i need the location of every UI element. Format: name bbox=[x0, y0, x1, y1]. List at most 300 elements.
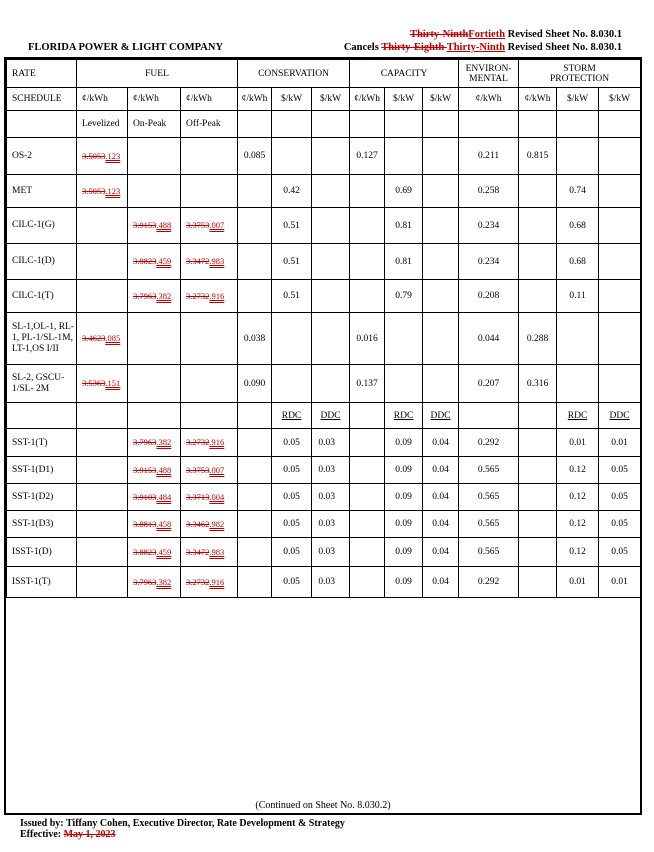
rate-sheet-frame bbox=[4, 57, 642, 815]
conservation-skw-2 bbox=[312, 365, 350, 403]
rate-row bbox=[7, 138, 641, 175]
fuel-off-peak bbox=[181, 138, 238, 175]
schedule-name: SL-1,OL-1, RL-1, PL-1/SL-1M, LT-1,OS I/II bbox=[7, 313, 77, 365]
conservation-ckwh bbox=[238, 244, 272, 280]
deleted-rate: 3.5053 bbox=[82, 185, 106, 196]
schedule-name: MET bbox=[7, 175, 77, 208]
capacity-skw-2 bbox=[423, 365, 459, 403]
environmental-ckwh: 0.044 bbox=[459, 313, 519, 365]
capacity-rdc: 0.09 bbox=[385, 484, 423, 511]
storm-rdc: 0.01 bbox=[557, 429, 599, 457]
storm-ckwh bbox=[519, 511, 557, 538]
capacity-skw bbox=[385, 138, 423, 175]
rate-row bbox=[7, 457, 641, 484]
inserted-rate: .459 bbox=[156, 546, 172, 557]
schedule-header: SCHEDULE bbox=[7, 88, 77, 111]
effective-deleted-date: May 1, 2023 bbox=[63, 829, 116, 840]
fuel-on-peak bbox=[128, 429, 181, 457]
storm-ddc: 0.05 bbox=[599, 511, 641, 538]
deleted-rate: 3.5363 bbox=[82, 378, 106, 388]
capacity-ckwh bbox=[350, 538, 385, 567]
storm-ckwh bbox=[519, 244, 557, 280]
footer bbox=[20, 818, 345, 840]
schedule-name: SST-1(D2) bbox=[7, 484, 77, 511]
fuel-rate-value bbox=[133, 465, 171, 475]
fuel-rate-value bbox=[133, 256, 171, 266]
capacity-skw-2 bbox=[423, 313, 459, 365]
inserted-rate: .382 bbox=[156, 576, 172, 587]
on-peak-header: On-Peak bbox=[128, 111, 181, 138]
fuel-off-peak bbox=[181, 175, 238, 208]
unit-cell: $/kW bbox=[385, 88, 423, 111]
conservation-rdc: 0.05 bbox=[272, 484, 312, 511]
fuel-subheader-row bbox=[7, 111, 641, 138]
sheet-deleted-text: Thirty-Ninth bbox=[409, 29, 469, 40]
cancels-line bbox=[344, 41, 622, 54]
capacity-ddc: 0.04 bbox=[423, 511, 459, 538]
conservation-header: CONSERVATION bbox=[238, 60, 350, 88]
conservation-skw: 0.42 bbox=[272, 175, 312, 208]
ddc-header: DDC bbox=[312, 403, 350, 429]
empty-cell bbox=[519, 403, 557, 429]
unit-cell: $/kW bbox=[272, 88, 312, 111]
storm-skw-2 bbox=[599, 244, 641, 280]
storm-rdc: 0.12 bbox=[557, 484, 599, 511]
environmental-ckwh: 0.211 bbox=[459, 138, 519, 175]
storm-ckwh bbox=[519, 484, 557, 511]
conservation-ddc: 0.03 bbox=[312, 538, 350, 567]
fuel-levelized bbox=[77, 175, 128, 208]
empty-cell bbox=[238, 111, 272, 138]
capacity-ddc: 0.04 bbox=[423, 538, 459, 567]
capacity-ddc: 0.04 bbox=[423, 484, 459, 511]
deleted-rate: 3.8823 bbox=[133, 546, 157, 557]
group-header-row bbox=[7, 60, 641, 88]
inserted-rate: .488 bbox=[156, 220, 172, 230]
rate-row bbox=[7, 313, 641, 365]
rate-row bbox=[7, 280, 641, 313]
fuel-rate-value bbox=[186, 577, 224, 587]
storm-skw-2 bbox=[599, 313, 641, 365]
fuel-off-peak bbox=[181, 484, 238, 511]
conservation-skw bbox=[272, 138, 312, 175]
fuel-levelized bbox=[77, 208, 128, 244]
rate-row bbox=[7, 429, 641, 457]
off-peak-header: Off-Peak bbox=[181, 111, 238, 138]
rate-row bbox=[7, 365, 641, 403]
fuel-on-peak bbox=[128, 567, 181, 598]
rate-rows-part-b bbox=[7, 429, 641, 598]
storm-skw bbox=[557, 313, 599, 365]
fuel-off-peak bbox=[181, 457, 238, 484]
inserted-rate: .123 bbox=[105, 185, 121, 196]
deleted-rate: 3.4623 bbox=[82, 333, 106, 343]
conservation-skw-2 bbox=[312, 244, 350, 280]
empty-cell bbox=[599, 111, 641, 138]
conservation-skw-2 bbox=[312, 175, 350, 208]
fuel-rate-value bbox=[186, 547, 224, 557]
capacity-ckwh bbox=[350, 457, 385, 484]
deleted-rate: 3.3753 bbox=[186, 464, 210, 475]
environmental-header-line1: ENVIRON- bbox=[465, 63, 512, 74]
fuel-levelized bbox=[77, 457, 128, 484]
fuel-on-peak bbox=[128, 244, 181, 280]
capacity-ddc: 0.04 bbox=[423, 429, 459, 457]
capacity-skw-2 bbox=[423, 208, 459, 244]
storm-skw: 0.68 bbox=[557, 244, 599, 280]
schedule-name: SST-1(D1) bbox=[7, 457, 77, 484]
fuel-levelized bbox=[77, 138, 128, 175]
sheet-suffix: Revised Sheet No. 8.030.1 bbox=[505, 29, 622, 40]
capacity-ddc: 0.04 bbox=[423, 567, 459, 598]
unit-cell: ¢/kWh bbox=[238, 88, 272, 111]
fuel-on-peak bbox=[128, 280, 181, 313]
storm-ckwh: 0.815 bbox=[519, 138, 557, 175]
storm-ckwh bbox=[519, 567, 557, 598]
ddc-header: DDC bbox=[423, 403, 459, 429]
inserted-rate: .916 bbox=[209, 576, 225, 587]
storm-ckwh bbox=[519, 457, 557, 484]
unit-cell: $/kW bbox=[312, 88, 350, 111]
schedule-name: ISST-1(D) bbox=[7, 538, 77, 567]
environmental-ckwh: 0.258 bbox=[459, 175, 519, 208]
fuel-levelized bbox=[77, 511, 128, 538]
deleted-rate: 3.5053 bbox=[82, 150, 106, 161]
fuel-rate-value bbox=[133, 437, 171, 447]
rate-row bbox=[7, 567, 641, 598]
inserted-rate: .982 bbox=[209, 518, 225, 529]
fuel-off-peak bbox=[181, 511, 238, 538]
effective-line bbox=[20, 829, 345, 840]
storm-ckwh bbox=[519, 280, 557, 313]
fuel-levelized bbox=[77, 280, 128, 313]
unit-cell: ¢/kWh bbox=[128, 88, 181, 111]
conservation-skw: 0.51 bbox=[272, 244, 312, 280]
rate-row bbox=[7, 511, 641, 538]
unit-cell: $/kW bbox=[557, 88, 599, 111]
company-name: FLORIDA POWER & LIGHT COMPANY bbox=[28, 42, 224, 53]
unit-cell: ¢/kWh bbox=[181, 88, 238, 111]
conservation-skw-2 bbox=[312, 208, 350, 244]
conservation-ckwh bbox=[238, 280, 272, 313]
cancels-inserted-text: Thirty-Ninth bbox=[446, 42, 506, 53]
fuel-rate-value bbox=[186, 492, 224, 502]
capacity-ckwh: 0.016 bbox=[350, 313, 385, 365]
storm-header-line2: PROTECTION bbox=[550, 73, 610, 84]
capacity-ckwh bbox=[350, 280, 385, 313]
fuel-off-peak bbox=[181, 280, 238, 313]
deleted-rate: 3.7963 bbox=[133, 576, 157, 587]
deleted-rate: 3.7963 bbox=[133, 290, 157, 301]
storm-ckwh bbox=[519, 538, 557, 567]
fuel-rate-value bbox=[186, 437, 224, 447]
schedule-name: CILC-1(G) bbox=[7, 208, 77, 244]
ddc-header: DDC bbox=[599, 403, 641, 429]
conservation-ddc: 0.03 bbox=[312, 567, 350, 598]
capacity-ckwh bbox=[350, 208, 385, 244]
storm-ckwh: 0.316 bbox=[519, 365, 557, 403]
storm-skw bbox=[557, 138, 599, 175]
environmental-ckwh: 0.565 bbox=[459, 538, 519, 567]
storm-rdc: 0.12 bbox=[557, 457, 599, 484]
sheet-inserted-text: Fortieth bbox=[468, 29, 506, 40]
inserted-rate: .484 bbox=[156, 491, 172, 502]
fuel-levelized bbox=[77, 538, 128, 567]
deleted-rate: 3.2732 bbox=[186, 437, 210, 447]
capacity-skw-2 bbox=[423, 175, 459, 208]
storm-skw-2 bbox=[599, 280, 641, 313]
cancels-deleted-text: Thirty-Eighth bbox=[381, 42, 447, 53]
storm-skw: 0.11 bbox=[557, 280, 599, 313]
fuel-rate-value bbox=[82, 186, 120, 196]
empty-cell bbox=[128, 403, 181, 429]
conservation-ddc: 0.03 bbox=[312, 511, 350, 538]
rdc-header: RDC bbox=[385, 403, 423, 429]
inserted-rate: .916 bbox=[209, 290, 225, 301]
issued-by: Issued by: Tiffany Cohen, Executive Director, Rate Development & Strategy bbox=[20, 818, 345, 829]
environmental-ckwh: 0.207 bbox=[459, 365, 519, 403]
empty-cell bbox=[238, 403, 272, 429]
fuel-rate-value bbox=[82, 378, 120, 388]
environmental-ckwh: 0.565 bbox=[459, 484, 519, 511]
storm-skw bbox=[557, 365, 599, 403]
empty-cell bbox=[7, 403, 77, 429]
capacity-ckwh bbox=[350, 429, 385, 457]
schedule-name: CILC-1(T) bbox=[7, 280, 77, 313]
storm-rdc: 0.01 bbox=[557, 567, 599, 598]
empty-cell bbox=[423, 111, 459, 138]
environmental-ckwh: 0.234 bbox=[459, 244, 519, 280]
storm-ddc: 0.01 bbox=[599, 429, 641, 457]
fuel-rate-value bbox=[186, 256, 224, 266]
unit-cell: ¢/kWh bbox=[77, 88, 128, 111]
fuel-on-peak bbox=[128, 313, 181, 365]
deleted-rate: 3.3472 bbox=[186, 256, 210, 266]
empty-cell bbox=[459, 403, 519, 429]
capacity-header: CAPACITY bbox=[350, 60, 459, 88]
schedule-name: SL-2, GSCU-1/SL- 2M bbox=[7, 365, 77, 403]
deleted-rate: 3.3713 bbox=[186, 491, 210, 502]
deleted-rate: 3.7963 bbox=[133, 437, 157, 447]
conservation-ckwh bbox=[238, 208, 272, 244]
empty-cell bbox=[7, 111, 77, 138]
conservation-ckwh: 0.085 bbox=[238, 138, 272, 175]
effective-label: Effective: bbox=[20, 829, 64, 840]
schedule-name: ISST-1(T) bbox=[7, 567, 77, 598]
inserted-rate: .488 bbox=[156, 464, 172, 475]
capacity-skw: 0.81 bbox=[385, 244, 423, 280]
conservation-ddc: 0.03 bbox=[312, 457, 350, 484]
deleted-rate: 3.3753 bbox=[186, 220, 210, 230]
storm-ddc: 0.05 bbox=[599, 538, 641, 567]
deleted-rate: 3.9153 bbox=[133, 464, 157, 475]
deleted-rate: 3.8813 bbox=[133, 518, 157, 529]
fuel-rate-value bbox=[133, 291, 171, 301]
sheet-header bbox=[344, 28, 622, 54]
fuel-off-peak bbox=[181, 208, 238, 244]
storm-skw-2 bbox=[599, 138, 641, 175]
conservation-skw bbox=[272, 313, 312, 365]
inserted-rate: .007 bbox=[209, 464, 225, 475]
environmental-header-line2: MENTAL bbox=[469, 73, 508, 84]
capacity-rdc: 0.09 bbox=[385, 538, 423, 567]
fuel-header: FUEL bbox=[77, 60, 238, 88]
empty-cell bbox=[312, 111, 350, 138]
empty-cell bbox=[557, 111, 599, 138]
environmental-ckwh: 0.565 bbox=[459, 511, 519, 538]
capacity-ckwh bbox=[350, 511, 385, 538]
inserted-rate: .983 bbox=[209, 546, 225, 557]
fuel-rate-value bbox=[133, 547, 171, 557]
conservation-ckwh bbox=[238, 457, 272, 484]
storm-skw-2 bbox=[599, 365, 641, 403]
empty-cell bbox=[181, 403, 238, 429]
levelized-header: Levelized bbox=[77, 111, 128, 138]
deleted-rate: 3.3462 bbox=[186, 518, 210, 529]
inserted-rate: .459 bbox=[156, 256, 172, 266]
conservation-rdc: 0.05 bbox=[272, 538, 312, 567]
storm-skw-2 bbox=[599, 208, 641, 244]
storm-ddc: 0.05 bbox=[599, 457, 641, 484]
deleted-rate: 3.3472 bbox=[186, 546, 210, 557]
schedule-name: OS-2 bbox=[7, 138, 77, 175]
inserted-rate: .458 bbox=[156, 518, 172, 529]
empty-cell bbox=[459, 111, 519, 138]
environmental-ckwh: 0.292 bbox=[459, 429, 519, 457]
demand-charge-header-row bbox=[7, 403, 641, 429]
deleted-rate: 3.2732 bbox=[186, 576, 210, 587]
conservation-ckwh bbox=[238, 511, 272, 538]
unit-cell: ¢/kWh bbox=[350, 88, 385, 111]
storm-header bbox=[519, 60, 641, 88]
deleted-rate: 3.2732 bbox=[186, 290, 210, 301]
conservation-skw: 0.51 bbox=[272, 280, 312, 313]
capacity-skw bbox=[385, 365, 423, 403]
rate-row bbox=[7, 538, 641, 567]
fuel-levelized bbox=[77, 313, 128, 365]
fuel-on-peak bbox=[128, 175, 181, 208]
conservation-skw: 0.51 bbox=[272, 208, 312, 244]
fuel-rate-value bbox=[82, 151, 120, 161]
fuel-levelized bbox=[77, 484, 128, 511]
capacity-skw-2 bbox=[423, 280, 459, 313]
rate-row bbox=[7, 484, 641, 511]
conservation-skw-2 bbox=[312, 313, 350, 365]
storm-ckwh bbox=[519, 175, 557, 208]
fuel-rate-value bbox=[133, 577, 171, 587]
capacity-rdc: 0.09 bbox=[385, 567, 423, 598]
fuel-rate-value bbox=[186, 220, 224, 230]
capacity-ckwh bbox=[350, 244, 385, 280]
conservation-rdc: 0.05 bbox=[272, 567, 312, 598]
capacity-skw: 0.81 bbox=[385, 208, 423, 244]
fuel-on-peak bbox=[128, 484, 181, 511]
inserted-rate: .004 bbox=[209, 491, 225, 502]
conservation-ckwh bbox=[238, 567, 272, 598]
rate-row bbox=[7, 175, 641, 208]
empty-cell bbox=[385, 111, 423, 138]
empty-cell bbox=[350, 403, 385, 429]
conservation-ddc: 0.03 bbox=[312, 484, 350, 511]
capacity-skw bbox=[385, 313, 423, 365]
fuel-on-peak bbox=[128, 208, 181, 244]
rate-header: RATE bbox=[7, 60, 77, 88]
inserted-rate: .382 bbox=[156, 437, 172, 447]
storm-header-line1: STORM bbox=[563, 63, 596, 74]
fuel-levelized bbox=[77, 567, 128, 598]
capacity-ckwh: 0.137 bbox=[350, 365, 385, 403]
schedule-name: CILC-1(D) bbox=[7, 244, 77, 280]
storm-ckwh: 0.288 bbox=[519, 313, 557, 365]
capacity-skw: 0.69 bbox=[385, 175, 423, 208]
fuel-off-peak bbox=[181, 567, 238, 598]
sheet-number-line bbox=[344, 28, 622, 41]
capacity-ddc: 0.04 bbox=[423, 457, 459, 484]
inserted-rate: .382 bbox=[156, 290, 172, 301]
fuel-rate-value bbox=[133, 492, 171, 502]
inserted-rate: .007 bbox=[209, 220, 225, 230]
units-row bbox=[7, 88, 641, 111]
inserted-rate: .916 bbox=[209, 437, 225, 447]
fuel-on-peak bbox=[128, 538, 181, 567]
rate-rows-part-a bbox=[7, 138, 641, 403]
deleted-rate: 3.8823 bbox=[133, 256, 157, 266]
storm-ddc: 0.01 bbox=[599, 567, 641, 598]
storm-rdc: 0.12 bbox=[557, 511, 599, 538]
fuel-rate-value bbox=[186, 465, 224, 475]
capacity-skw: 0.79 bbox=[385, 280, 423, 313]
cancels-suffix: Revised Sheet No. 8.030.1 bbox=[505, 42, 622, 53]
inserted-rate: .983 bbox=[209, 256, 225, 266]
conservation-rdc: 0.05 bbox=[272, 429, 312, 457]
fuel-levelized bbox=[77, 244, 128, 280]
fuel-on-peak bbox=[128, 138, 181, 175]
inserted-rate: .085 bbox=[105, 333, 121, 343]
fuel-off-peak bbox=[181, 538, 238, 567]
environmental-ckwh: 0.208 bbox=[459, 280, 519, 313]
fuel-on-peak bbox=[128, 457, 181, 484]
empty-cell bbox=[519, 111, 557, 138]
unit-cell: $/kW bbox=[423, 88, 459, 111]
rdc-header: RDC bbox=[272, 403, 312, 429]
fuel-levelized bbox=[77, 429, 128, 457]
empty-cell bbox=[350, 111, 385, 138]
schedule-name: SST-1(D3) bbox=[7, 511, 77, 538]
environmental-ckwh: 0.292 bbox=[459, 567, 519, 598]
rdc-header: RDC bbox=[557, 403, 599, 429]
rate-table bbox=[6, 59, 641, 598]
capacity-rdc: 0.09 bbox=[385, 429, 423, 457]
conservation-ckwh bbox=[238, 538, 272, 567]
environmental-ckwh: 0.565 bbox=[459, 457, 519, 484]
fuel-rate-value bbox=[186, 291, 224, 301]
storm-skw: 0.68 bbox=[557, 208, 599, 244]
capacity-ckwh: 0.127 bbox=[350, 138, 385, 175]
fuel-rate-value bbox=[186, 519, 224, 529]
fuel-levelized bbox=[77, 365, 128, 403]
inserted-rate: .151 bbox=[105, 378, 121, 388]
storm-ckwh bbox=[519, 208, 557, 244]
storm-skw-2 bbox=[599, 175, 641, 208]
fuel-off-peak bbox=[181, 244, 238, 280]
rate-row bbox=[7, 208, 641, 244]
storm-skw: 0.74 bbox=[557, 175, 599, 208]
unit-cell: $/kW bbox=[599, 88, 641, 111]
schedule-name: SST-1(T) bbox=[7, 429, 77, 457]
empty-cell bbox=[272, 111, 312, 138]
conservation-ckwh bbox=[238, 484, 272, 511]
empty-cell bbox=[77, 403, 128, 429]
